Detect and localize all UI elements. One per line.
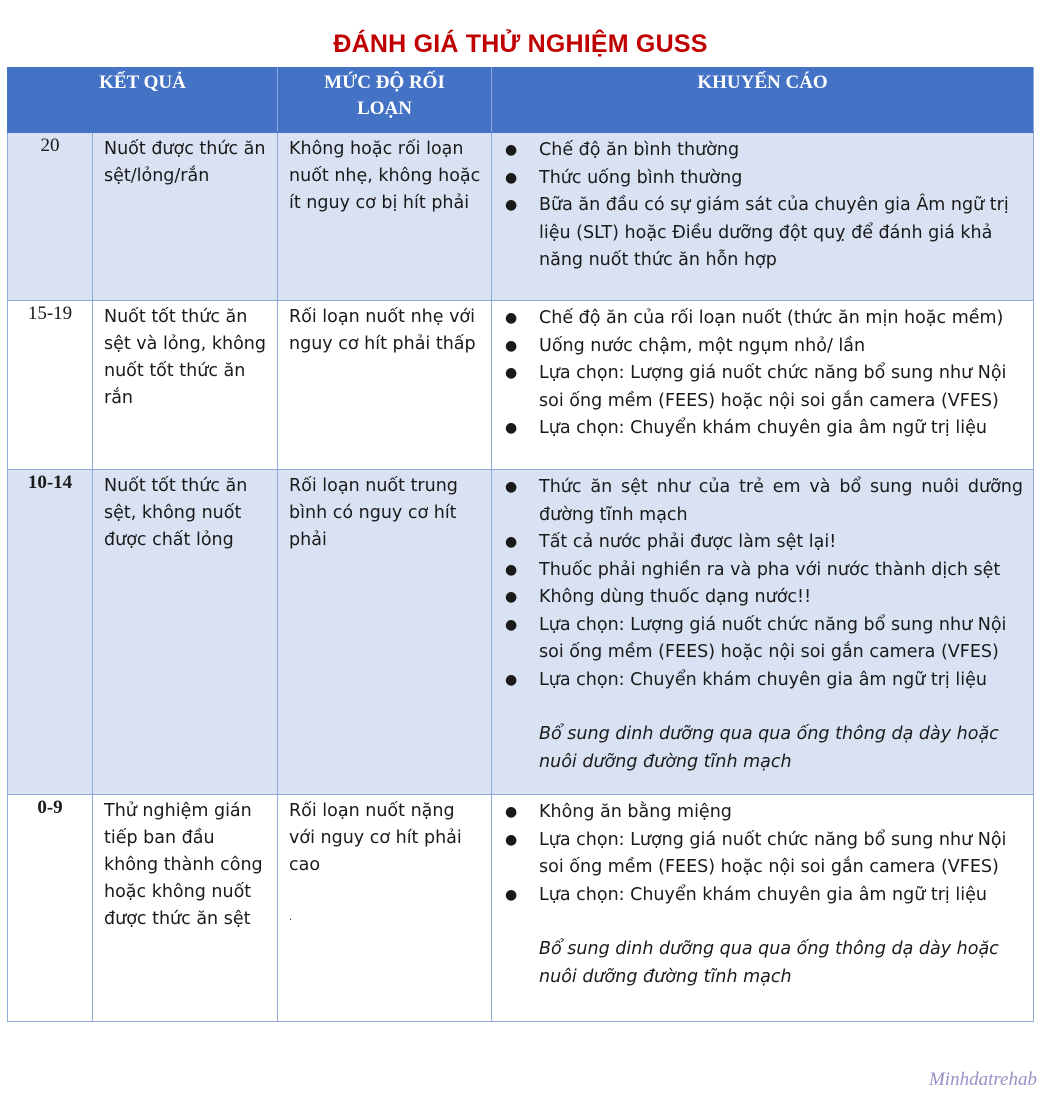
bullet-icon: ● <box>505 479 518 495</box>
list-item: ● Bữa ăn đầu có sự giám sát của chuyên gia Âm ngữ trị liệu (SLT) hoặc Điều dưỡng đột quỵ để đánh giá khả năng nuốt thức ăn hỗn hợp <box>492 192 1023 275</box>
ability-cell: Thử nghiệm gián tiếp ban đầu không thành công hoặc không nuốt được thức ăn sệt <box>93 795 278 1022</box>
bullet-icon: ● <box>505 886 518 903</box>
bullet-icon: ● <box>505 804 518 820</box>
ability-cell: Nuốt được thức ăn sệt/lỏng/rắn <box>93 133 278 301</box>
recommendation-list <box>492 474 1023 694</box>
list-item: ● Lựa chọn: Chuyển khám chuyên gia âm ngữ trị liệu <box>492 667 1023 695</box>
table-row <box>8 301 1034 470</box>
score-cell: 10-14 <box>8 470 93 795</box>
nutrition-note: Bổ sung dinh dưỡng qua qua ống thông dạ dày hoặc nuôi dưỡng đường tĩnh mạch <box>539 939 999 987</box>
list-item: ● Lựa chọn: Lượng giá nuốt chức năng bổ sung như Nội soi ống mềm (FEES) hoặc nội soi gắn camera (VFES) <box>492 827 1023 882</box>
bullet-icon: ● <box>505 534 518 550</box>
level-cell: Rối loạn nuốt trung bình có nguy cơ hít phải <box>278 470 492 795</box>
nutrition-note: Bổ sung dinh dưỡng qua qua ống thông dạ dày hoặc nuôi dưỡng đường tĩnh mạch <box>539 724 999 772</box>
ability-cell: Nuốt tốt thức ăn sệt và lỏng, không nuốt tốt thức ăn rắn <box>93 301 278 470</box>
recommendation-cell <box>492 301 1034 470</box>
list-item: ● Không ăn bằng miệng <box>492 799 1023 827</box>
list-item: ● Tất cả nước phải được làm sệt lại! <box>492 529 1023 557</box>
ability-cell: Nuốt tốt thức ăn sệt, không nuốt được chất lỏng <box>93 470 278 795</box>
guss-table <box>7 67 1034 1022</box>
list-item: ● Lựa chọn: Chuyển khám chuyên gia âm ngữ trị liệu <box>492 415 1023 443</box>
bullet-icon: ● <box>505 142 518 158</box>
bullet-icon: ● <box>505 616 518 633</box>
level-mark: . <box>289 912 293 923</box>
list-item: ● Lựa chọn: Lượng giá nuốt chức năng bổ sung như Nội soi ống mềm (FEES) hoặc nội soi gắn camera (VFES) <box>492 360 1023 415</box>
bullet-icon: ● <box>505 337 518 354</box>
header-result: KẾT QUẢ <box>8 68 278 133</box>
score-cell: 0-9 <box>8 795 93 1022</box>
bullet-icon: ● <box>505 831 518 848</box>
header-recommendation: KHUYẾN CÁO <box>492 68 1034 133</box>
recommendation-cell <box>492 470 1034 795</box>
level-cell <box>278 795 492 1022</box>
recommendation-cell <box>492 133 1034 301</box>
list-item: ● Chế độ ăn bình thường <box>492 137 1023 165</box>
level-cell: Không hoặc rối loạn nuốt nhẹ, không hoặc ít nguy cơ bị hít phải <box>278 133 492 301</box>
level-text: Rối loạn nuốt nặng với nguy cơ hít phải cao <box>289 801 462 875</box>
bullet-icon: ● <box>505 197 518 213</box>
bullet-icon: ● <box>505 169 518 186</box>
score-cell: 15-19 <box>8 301 93 470</box>
level-cell: Rối loạn nuốt nhẹ với nguy cơ hít phải thấp <box>278 301 492 470</box>
page-title: ĐÁNH GIÁ THỬ NGHIỆM GUSS <box>333 30 708 58</box>
table-row <box>8 133 1034 301</box>
recommendation-cell <box>492 795 1034 1022</box>
recommendation-list <box>492 799 1023 909</box>
bullet-icon: ● <box>505 671 518 688</box>
bullet-icon: ● <box>505 561 518 578</box>
bullet-icon: ● <box>505 365 518 381</box>
recommendation-list <box>492 137 1023 275</box>
bullet-icon: ● <box>505 310 518 326</box>
list-item: ● Uống nước chậm, một ngụm nhỏ/ lần <box>492 333 1023 361</box>
table-row <box>8 470 1034 795</box>
list-item: ● Lựa chọn: Chuyển khám chuyên gia âm ngữ trị liệu <box>492 882 1023 910</box>
table-row <box>8 795 1034 1022</box>
header-level: MỨC ĐỘ RỐI LOẠN <box>278 68 492 133</box>
list-item: ● Chế độ ăn của rối loạn nuốt (thức ăn mịn hoặc mềm) <box>492 305 1023 333</box>
bullet-icon: ● <box>505 420 518 436</box>
watermark: Minhdatrehab <box>928 1069 1037 1090</box>
header-row <box>8 68 1034 133</box>
score-cell: 20 <box>8 133 93 301</box>
list-item: ● Không dùng thuốc dạng nước!! <box>492 584 1023 612</box>
list-item: ● Lựa chọn: Lượng giá nuốt chức năng bổ sung như Nội soi ống mềm (FEES) hoặc nội soi gắn camera (VFES) <box>492 612 1023 667</box>
recommendation-list <box>492 305 1023 443</box>
list-item: ● Thuốc phải nghiền ra và pha với nước thành dịch sệt <box>492 557 1023 585</box>
list-item: ● Thức ăn sệt như của trẻ em và bổ sung nuôi dưỡng đường tĩnh mạch <box>492 474 1023 529</box>
list-item: ● Thức uống bình thường <box>492 165 1023 193</box>
bullet-icon: ● <box>505 589 518 605</box>
